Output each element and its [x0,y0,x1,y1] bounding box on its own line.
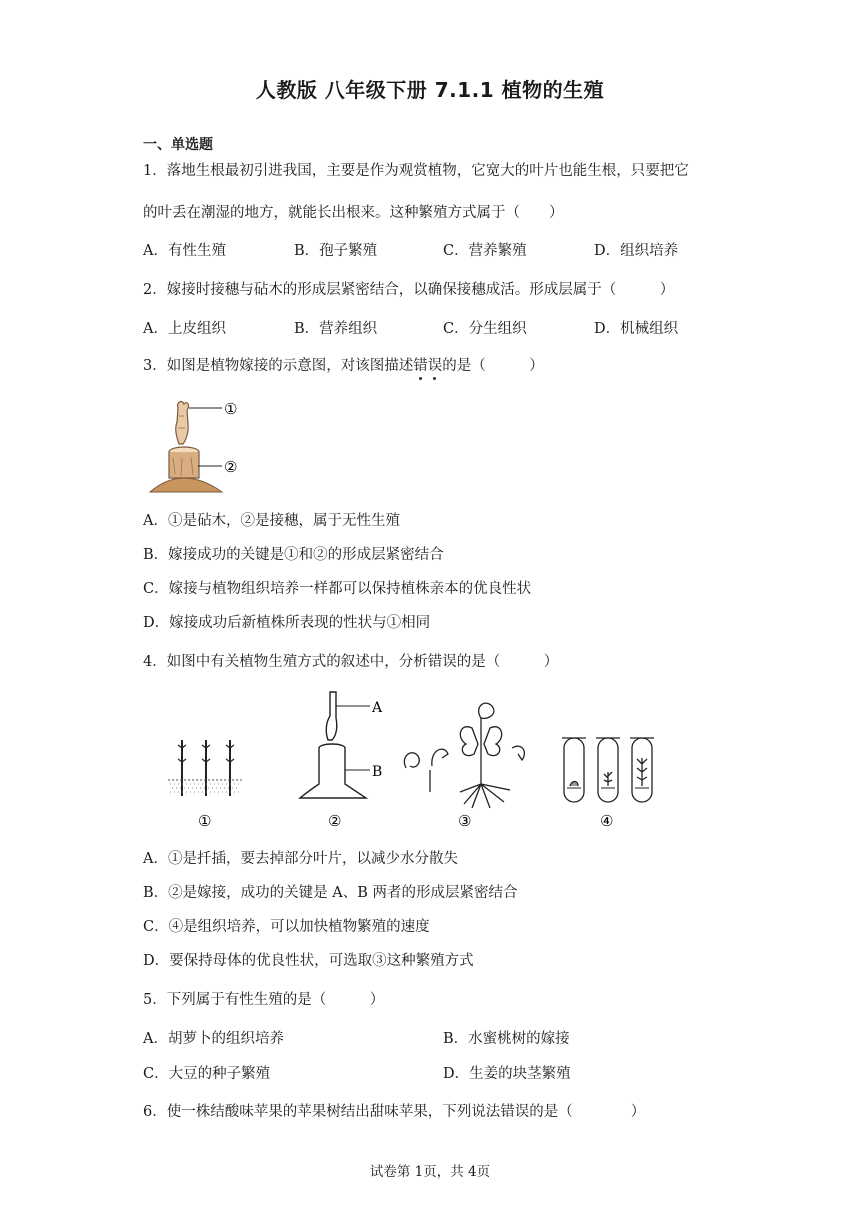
scion-shape [176,401,189,444]
cutting-figure [168,740,244,796]
figure-4-label-3: ③ [458,812,472,830]
q4-option-d: D．要保持母体的优良性状，可选取③这种繁殖方式 [143,953,474,969]
q4-option-c: C．④是组织培养，可以加快植物繁殖的速度 [143,919,430,935]
q3-emphasis-1: 错 [413,358,428,374]
question-2-text: 2．嫁接时接穗与砧木的形成层紧密结合，以确保接穗成活。形成层属于（ ） [143,282,675,298]
question-6-text: 6．使一株结酸味苹果的苹果树结出甜味苹果，下列说法错误的是（ ） [143,1104,646,1120]
q3-option-c: C．嫁接与植物组织培养一样都可以保持植株亲本的优良性状 [143,581,532,597]
q1-option-b: B．孢子繁殖 [294,243,378,259]
seed-figure [404,703,524,808]
soil-shape [150,478,222,492]
q5-option-d: D．生姜的块茎繁殖 [443,1066,571,1082]
q5-option-a: A．胡萝卜的组织培养 [143,1031,284,1047]
graft-label-b: B [372,764,383,780]
figure-label-2: ② [224,458,238,476]
figure-label-1: ① [224,400,238,418]
q5-option-b: B．水蜜桃树的嫁接 [443,1031,570,1047]
q2-option-b: B．营养组织 [294,321,378,337]
q1-option-d: D．组织培养 [594,243,679,259]
q2-option-c: C．分生组织 [443,321,527,337]
question-3-text [143,356,544,376]
page-footer: 试卷第 1页，共 4页 [369,1164,491,1180]
grafting-diagram [146,394,246,496]
q4-option-b: B．②是嫁接，成功的关键是 A、B 两者的形成层紧密结合 [143,885,518,901]
q3-text-before: 3．如图是植物嫁接的示意图，对该图描述 [143,358,414,374]
page-title: 人教版 八年级下册 7.1.1 植物的生殖 [255,78,605,102]
q3-emphasis-2: 误 [427,358,443,374]
q5-option-c: C．大豆的种子繁殖 [143,1066,271,1082]
q2-option-d: D．机械组织 [594,321,679,337]
figure-4-label-2: ② [328,812,342,830]
q4-option-a: A．①是扦插，要去掉部分叶片，以减少水分散失 [143,851,458,867]
question-1-line-2: 的叶丢在潮湿的地方，就能长出根来。这种繁殖方式属于（ ） [143,205,564,221]
section-heading: 一、单选题 [143,137,213,153]
q1-option-a: A．有性生殖 [143,243,226,259]
q2-option-a: A．上皮组织 [143,321,226,337]
graft-figure [300,692,370,798]
q3-option-a: A．①是砧木，②是接穗，属于无性生殖 [143,513,400,529]
q3-text-after: 的是（ ） [442,358,544,374]
q1-option-c: C．营养繁殖 [443,243,527,259]
q3-option-b: B．嫁接成功的关键是①和②的形成层紧密结合 [143,547,444,563]
question-4-text: 4．如图中有关植物生殖方式的叙述中，分析错误的是（ ） [143,654,559,670]
figure-4-label-1: ① [198,812,212,830]
propagation-methods-diagram [160,688,680,834]
graft-label-a: A [372,700,383,716]
tissue-culture-figure [562,738,654,802]
question-1-line-1: 1．落地生根最初引进我国，主要是作为观赏植物，它宽大的叶片也能生根，只要把它 [143,163,689,179]
figure-4-label-4: ④ [600,812,614,830]
q3-option-d: D．嫁接成功后新植株所表现的性状与①相同 [143,615,431,631]
question-5-text: 5．下列属于有性生殖的是（ ） [143,992,385,1008]
